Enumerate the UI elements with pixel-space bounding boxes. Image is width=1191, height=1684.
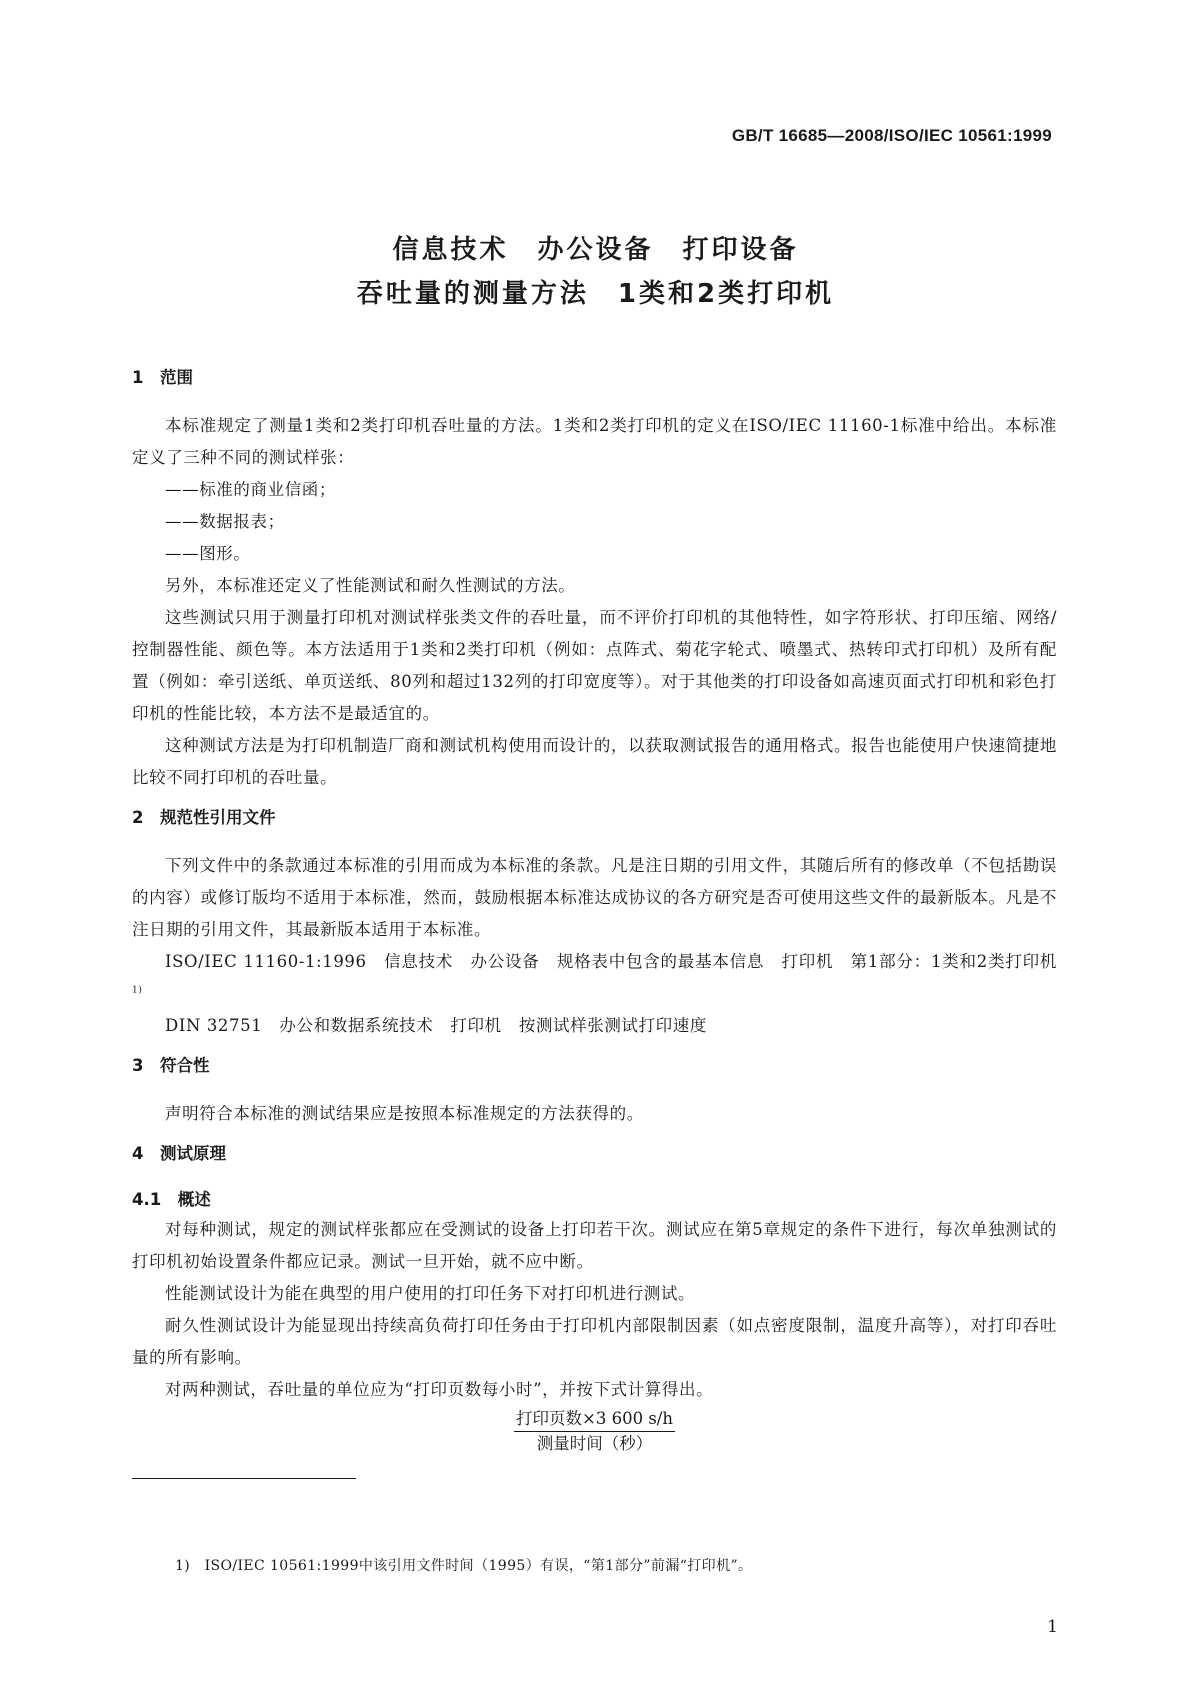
normative-reference-2: DIN 32751 办公和数据系统技术 打印机 按测试样张测试打印速度 (165, 1016, 707, 1035)
footnote-divider (132, 1478, 356, 1479)
section-4-1-paragraph-3: 耐久性测试设计为能显现出持续高负荷打印任务由于打印机内部限制因素（如点密度限制，温度升高等），对打印吞吐量的所有影响。 (132, 1316, 1057, 1367)
section-1-paragraph-3: 这些测试只用于测量打印机对测试样张类文件的吞吐量，而不评价打印机的其他特性，如字符形状、打印压缩、网络/控制器性能、颜色等。本方法适用于1类和2类打印机（例如：点阵式、菊花字轮式、喷墨式、热转印式打印机）及所有配置（例如：牵引送纸、单页送纸、80列和超过132列的打印宽度等）。对于其他类的打印设备如高速页面式打印机和彩色打印机的性能比较，本方法不是最适宜的。 (132, 608, 1057, 723)
formula-denominator: 测量时间（秒） (536, 1434, 653, 1453)
section-1-paragraph-4: 这种测试方法是为打印机制造厂商和测试机构使用而设计的，以获取测试报告的通用格式。报告也能使用户快速简捷地比较不同打印机的吞吐量。 (132, 736, 1057, 787)
formula-fraction (514, 1408, 675, 1455)
section-3-heading: 3 符合性 (132, 1056, 210, 1075)
title-line-2: 吞吐量的测量方法 1类和2类打印机 (356, 279, 835, 309)
document-body (132, 364, 1057, 1455)
normative-reference-1-text: ISO/IEC 11160-1:1996 信息技术 办公设备 规格表中包含的最基本信息 打印机 第1部分：1类和2类打印机 (165, 952, 1057, 971)
footnote-marker: 1) (132, 985, 143, 996)
section-4-1-paragraph-2: 性能测试设计为能在典型的用户使用的打印任务下对打印机进行测试。 (165, 1284, 696, 1303)
section-1-paragraph-1: 本标准规定了测量1类和2类打印机吞吐量的方法。1类和2类打印机的定义在ISO/IEC 11160-1标准中给出。本标准定义了三种不同的测试样张： (132, 416, 1057, 467)
normative-reference-1 (132, 946, 1057, 1010)
list-item: ——数据报表； (165, 512, 285, 531)
section-1-paragraph-2: 另外，本标准还定义了性能测试和耐久性测试的方法。 (165, 576, 576, 595)
section-3-paragraph-1: 声明符合本标准的测试结果应是按照本标准规定的方法获得的。 (165, 1104, 644, 1123)
section-2-heading: 2 规范性引用文件 (132, 808, 276, 827)
section-2-paragraph-1: 下列文件中的条款通过本标准的引用而成为本标准的条款。凡是注日期的引用文件，其随后所有的修改单（不包括勘误的内容）或修订版均不适用于本标准，然而，鼓励根据本标准达成协议的各方研究是否可使用这些文件的最新版本。凡是不注日期的引用文件，其最新版本适用于本标准。 (132, 856, 1057, 939)
document-title (0, 228, 1191, 316)
throughput-formula (132, 1408, 1057, 1455)
section-4-1-heading: 4.1 概述 (132, 1190, 211, 1209)
section-4-1-paragraph-1: 对每种测试，规定的测试样张都应在受测试的设备上打印若干次。测试应在第5章规定的条件下进行，每次单独测试的打印机初始设置条件都应记录。测试一旦开始，就不应中断。 (132, 1220, 1057, 1271)
title-line-1: 信息技术 办公设备 打印设备 (392, 235, 799, 265)
standard-number: GB/T 16685—2008/ISO/IEC 10561:1999 (731, 126, 1052, 145)
section-4-heading: 4 测试原理 (132, 1144, 226, 1163)
list-item: ——图形。 (165, 544, 251, 563)
section-1-heading: 1 范围 (132, 368, 193, 387)
formula-numerator: 打印页数×3 600 s/h (514, 1408, 675, 1432)
list-item: ——标准的商业信函； (165, 480, 336, 499)
page-number: 1 (1047, 1617, 1058, 1637)
section-4-1-paragraph-4: 对两种测试，吞吐量的单位应为“打印页数每小时”，并按下式计算得出。 (165, 1380, 714, 1399)
footnote: 1) ISO/IEC 10561:1999中该引用文件时间（1995）有误，“第1部分”前漏“打印机”。 (175, 1558, 753, 1574)
